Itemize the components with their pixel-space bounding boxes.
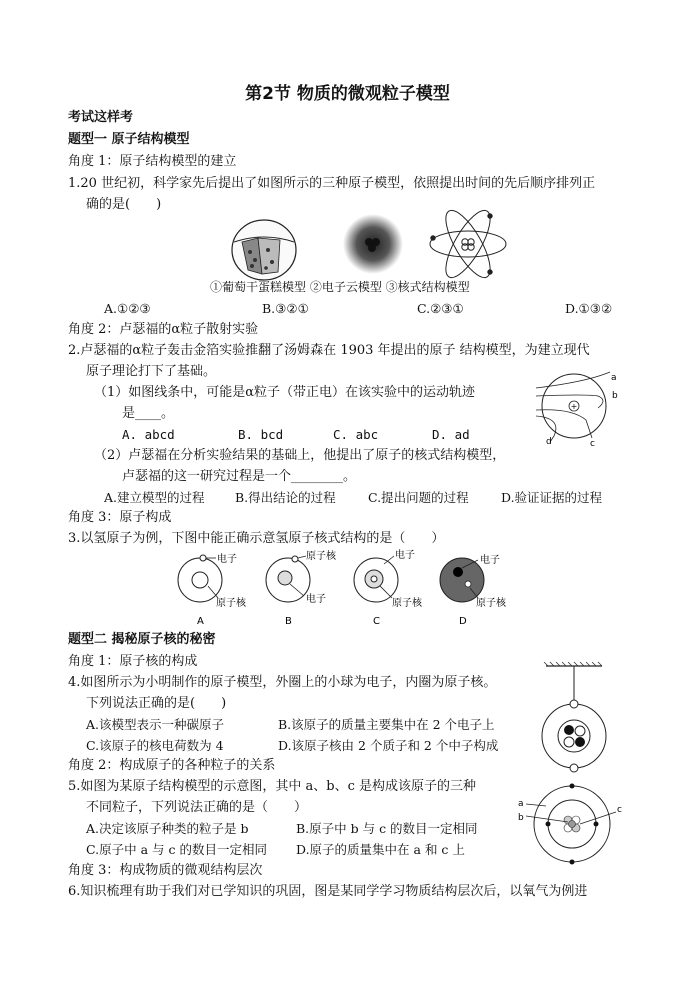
q2-sub1-option-b[interactable]: B. bcd <box>238 427 284 442</box>
q2-sub2-line2: 卢瑟福的这一研究过程是一个________。 <box>122 469 357 484</box>
particle-b-label: b <box>518 813 524 823</box>
plum-pudding-model-image <box>232 220 296 280</box>
q4-option-b[interactable]: B.该原子的质量主要集中在 2 个电子上 <box>278 717 495 732</box>
q2-sub2-option-b[interactable]: B.得出结论的过程 <box>235 490 336 505</box>
option-a-electron-label: 电子 <box>217 554 237 565</box>
nuclear-model-image <box>430 205 506 284</box>
option-c-diagram <box>354 548 423 627</box>
q3-text-line1: 3.以氢原子为例，下图中能正确示意氢原子核式结构的是（ ） <box>68 531 445 546</box>
q5-text-line2: 不同粒子，下列说法正确的是（ ） <box>86 800 308 815</box>
q4-text-line1: 4.如图所示为小明制作的原子模型，外圈上的小球为电子，内圈为原子核。 <box>68 675 497 690</box>
option-a-diagram <box>178 552 247 627</box>
q2-sub2-line1: （2）卢瑟福在分析实验结果的基础上，他提出了原子的核式结构模型， <box>94 448 506 463</box>
q2-sub2-option-c[interactable]: C.提出问题的过程 <box>368 490 469 505</box>
trajectory-c-label: c <box>590 439 595 449</box>
q5-option-c[interactable]: C.原子中 a 与 c 的数目一定相同 <box>86 842 267 857</box>
q1-option-d[interactable]: D.①③② <box>565 301 613 316</box>
q4-option-d[interactable]: D.该原子核由 2 个质子和 2 个中子构成 <box>278 738 499 753</box>
option-b-letter: B <box>285 616 292 627</box>
electron-cloud-model-image <box>343 214 403 274</box>
atom-structure-figure <box>516 784 628 866</box>
hydrogen-atom-options-figure <box>170 550 530 628</box>
q5-text-line1: 5.如图为某原子结构模型的示意图，其中 a、b、c 是构成该原子的三种 <box>68 779 477 794</box>
option-b-diagram <box>266 549 337 627</box>
option-b-electron-label: 电子 <box>306 594 326 605</box>
q1-option-c[interactable]: C.②③① <box>417 301 464 316</box>
hanging-atom-model-figure <box>536 662 616 772</box>
q2-sub2-option-d[interactable]: D.验证证据的过程 <box>501 490 603 505</box>
trajectory-a-label: a <box>611 373 617 383</box>
q2-sub1-option-a[interactable]: A. abcd <box>122 427 175 442</box>
option-d-nucleus-label: 原子核 <box>476 598 506 609</box>
q5-option-d[interactable]: D.原子的质量集中在 a 和 c 上 <box>296 842 465 857</box>
option-c-nucleus-label: 原子核 <box>392 598 422 609</box>
type2-heading: 题型二 揭秘原子核的秘密 <box>68 632 216 647</box>
particle-a-label: a <box>518 799 524 809</box>
option-a-nucleus-label: 原子核 <box>216 598 246 609</box>
q2-sub1-line1: （1）如图线条中，可能是α粒子（带正电）在该实验中的运动轨迹 <box>94 385 476 400</box>
page-title: 第2节 物质的微观粒子模型 <box>245 84 450 104</box>
option-c-letter: C <box>373 616 380 627</box>
option-d-diagram <box>440 553 507 627</box>
type1-heading: 题型一 原子结构模型 <box>68 132 190 147</box>
q2-sub2-option-a[interactable]: A.建立模型的过程 <box>104 490 205 505</box>
q2-text-line1: 2.卢瑟福的α粒子轰击金箔实验推翻了汤姆森在 1903 年提出的原子 结构模型，为建立现代 <box>68 343 590 358</box>
q1-figure-caption: ①葡萄干蛋糕模型 ②电子云模型 ③核式结构模型 <box>210 280 470 294</box>
q6-text-line1: 6.知识梳理有助于我们对已学知识的巩固，图是某同学学习物质结构层次后，以氧气为例进 <box>68 884 588 899</box>
angle1-heading: 角度 1：原子结构模型的建立 <box>68 154 237 169</box>
option-d-electron-label: 电子 <box>480 555 500 566</box>
q5-option-b[interactable]: B.原子中 b 与 c 的数目一定相同 <box>296 821 478 836</box>
option-a-letter: A <box>197 616 204 627</box>
q2-sub1-option-c[interactable]: C. abc <box>333 427 379 442</box>
q1-option-b[interactable]: B.③②① <box>262 301 309 316</box>
atom-models-figure <box>228 212 518 280</box>
q2-sub1-option-d[interactable]: D. ad <box>432 427 470 442</box>
q2-sub1-line2: 是____。 <box>122 406 175 421</box>
angle3-heading: 角度 3：原子构成 <box>68 510 172 525</box>
option-b-nucleus-label: 原子核 <box>306 551 336 562</box>
svg-text:+: + <box>570 402 578 411</box>
exam-header: 考试这样考 <box>68 110 134 125</box>
option-d-letter: D <box>459 616 467 627</box>
trajectory-b-label: b <box>612 391 618 401</box>
q1-option-a[interactable]: A.①②③ <box>104 301 151 316</box>
q4-option-a[interactable]: A.该模型表示一种碳原子 <box>86 717 225 732</box>
trajectory-d-label: d <box>546 437 552 447</box>
q1-text-line1: 1.20 世纪初，科学家先后提出了如图所示的三种原子模型，依照提出时间的先后顺序排列正 <box>68 176 596 191</box>
angle2-heading: 角度 2：卢瑟福的α粒子散射实验 <box>68 322 259 337</box>
particle-c-label: c <box>617 805 622 815</box>
alpha-scattering-figure <box>536 366 636 456</box>
q2-text-line2: 原子理论打下了基础。 <box>86 364 217 379</box>
angle-b3-heading: 角度 3：构成物质的微观结构层次 <box>68 863 263 878</box>
q5-option-a[interactable]: A.决定该原子种类的粒子是 b <box>86 821 249 836</box>
q1-text-line2: 确的是( ) <box>86 197 162 212</box>
option-c-electron-label: 电子 <box>395 550 415 561</box>
q4-text-line2: 下列说法正确的是( ) <box>86 696 227 711</box>
q4-option-c[interactable]: C.该原子的核电荷数为 4 <box>86 738 224 753</box>
angle-b1-heading: 角度 1：原子核的构成 <box>68 654 198 669</box>
angle-b2-heading: 角度 2：构成原子的各种粒子的关系 <box>68 758 276 773</box>
